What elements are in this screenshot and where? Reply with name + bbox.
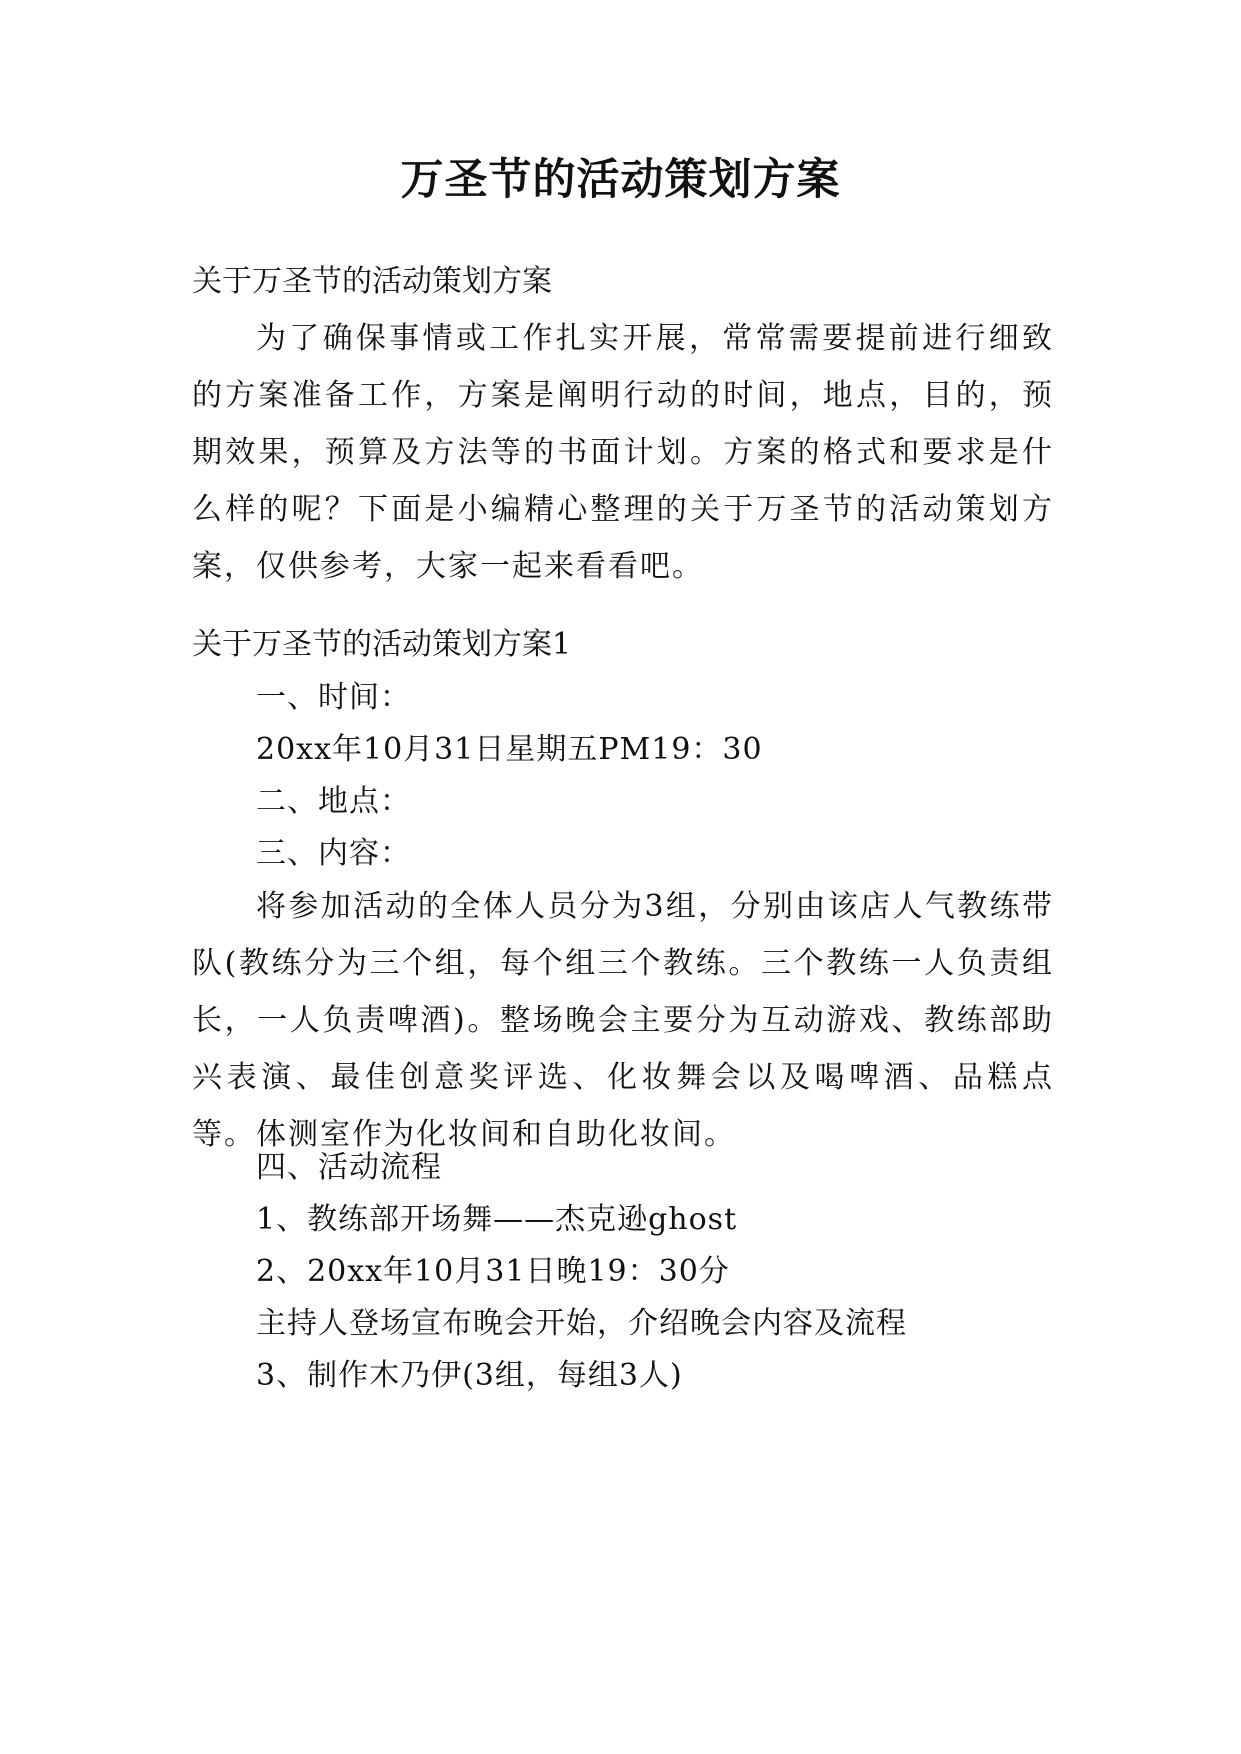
section1-heading: 关于万圣节的活动策划方案1 bbox=[192, 627, 572, 662]
time-value: 20xx年10月31日星期五PM19：30 bbox=[256, 732, 763, 767]
document-title: 万圣节的活动策划方案 bbox=[400, 155, 841, 205]
process-step-1: 1、教练部开场舞——杰克逊ghost bbox=[256, 1202, 738, 1237]
intro-paragraph: 为了确保事情或工作扎实开展，常常需要提前进行细致的方案准备工作，方案是阐明行动的时间，地点，目的，预期效果，预算及方法等的书面计划。方案的格式和要求是什么样的呢？下面是小编精心整理的关于万圣节的活动策划方案，仅供参考，大家一起来看看吧。 bbox=[192, 321, 1054, 584]
content-paragraph: 将参加活动的全体人员分为3组，分别由该店人气教练带队(教练分为三个组，每个组三个教练。三个教练一人负责组长，一人负责啤酒)。整场晚会主要分为互动游戏、教练部助兴表演、最佳创意奖评选、化妆舞会以及喝啤酒、品糕点等。体测室作为化妆间和自助化妆间。 bbox=[192, 889, 1054, 1152]
process-step-2: 2、20xx年10月31日晚19：30分 bbox=[256, 1254, 730, 1289]
process-step-2-detail: 主持人登场宣布晚会开始，介绍晚会内容及流程 bbox=[256, 1306, 907, 1341]
time-label: 一、时间： bbox=[256, 680, 411, 715]
place-label: 二、地点： bbox=[256, 784, 411, 819]
process-step-3: 3、制作木乃伊(3组，每组3人) bbox=[256, 1358, 683, 1393]
process-label: 四、活动流程 bbox=[256, 1150, 442, 1185]
content-label: 三、内容： bbox=[256, 836, 411, 871]
intro-heading: 关于万圣节的活动策划方案 bbox=[192, 264, 552, 299]
